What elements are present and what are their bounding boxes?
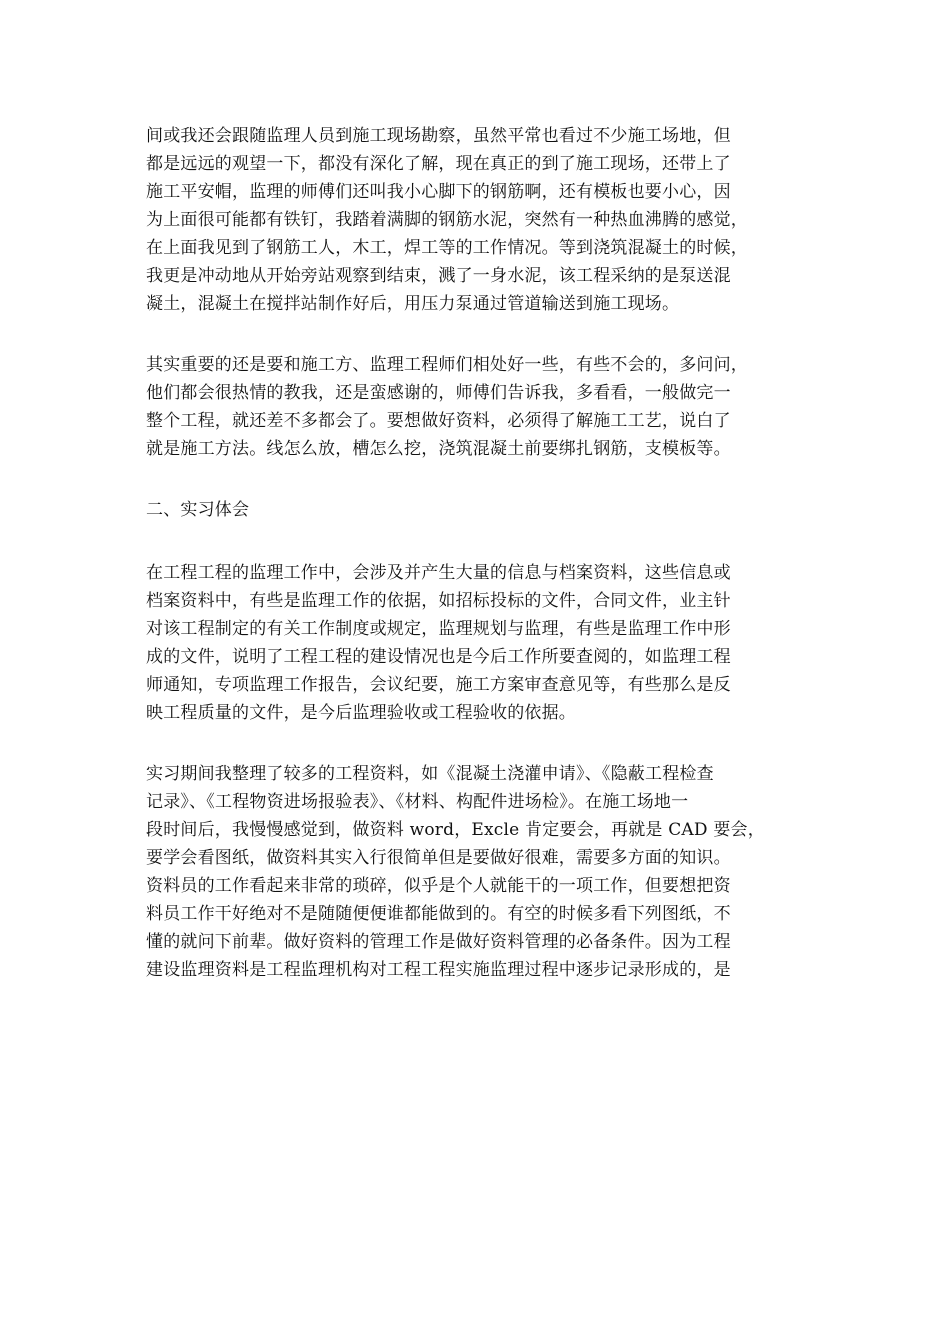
paragraph-relations [146,351,816,463]
text-line: 间或我还会跟随监理人员到施工现场勘察，虽然平常也看过不少施工场地，但 [146,126,731,146]
text-line: 为上面很可能都有铁钉，我踏着满脚的钢筋水泥，突然有一种热血沸腾的感觉， [146,210,748,230]
text-line: 他们都会很热情的教我，还是蛮感谢的，师傅们告诉我，多看看，一般做完一 [146,383,731,403]
text-line: 就是施工方法。线怎么放，槽怎么挖，浇筑混凝土前要绑扎钢筋，支模板等。 [146,439,731,459]
text-line: 凝土，混凝土在搅拌站制作好后，用压力泵通过管道输送到施工现场。 [146,294,680,314]
text-line: 我更是冲动地从开始旁站观察到结束，溅了一身水泥，该工程采纳的是泵送混 [146,266,731,286]
text-line: 建设监理资料是工程监理机构对工程工程实施监理过程中逐步记录形成的，是 [146,960,731,980]
document-body [146,122,816,1017]
paragraph-records [146,559,816,727]
text-line: 懂的就问下前辈。做好资料的管理工作是做好资料管理的必备条件。因为工程 [146,932,731,952]
text-line: 在上面我见到了钢筋工人，木工，焊工等的工作情况。等到浇筑混凝土的时候， [146,238,748,258]
text-line: 档案资料中，有些是监理工作的依据，如招标投标的文件，合同文件，业主针 [146,591,731,611]
section-heading [146,496,816,524]
text-line: 料员工作干好绝对不是随随便便谁都能做到的。有空的时候多看下列图纸，不 [146,904,731,924]
text-line: 成的文件，说明了工程工程的建设情况也是今后工作所要查阅的，如监理工程 [146,647,731,667]
text-line: 师通知，专项监理工作报告，会议纪要，施工方案审查意见等，有些那么是反 [146,675,731,695]
text-line: 施工平安帽，监理的师傅们还叫我小心脚下的钢筋啊，还有模板也要小心，因 [146,182,731,202]
text-line: 整个工程，就还差不多都会了。要想做好资料，必须得了解施工工艺，说白了 [146,411,731,431]
heading-text: 二、实习体会 [146,500,250,520]
text-line: 要学会看图纸，做资料其实入行很简单但是要做好很难，需要多方面的知识。 [146,848,731,868]
text-line: 对该工程制定的有关工作制度或规定，监理规划与监理，有些是监理工作中形 [146,619,731,639]
text-line: 都是远远的观望一下，都没有深化了解，现在真正的到了施工现场，还带上了 [146,154,731,174]
text-line: 资料员的工作看起来非常的琐碎，似乎是个人就能干的一项工作，但要想把资 [146,876,731,896]
text-line: 实习期间我整理了较多的工程资料，如《混凝土浇灌申请》、《隐蔽工程检查 [146,764,714,784]
text-line: 段时间后，我慢慢感觉到，做资料 word，Excle 肯定要会，再就是 CAD 要会， [146,820,765,840]
text-line: 映工程质量的文件，是今后监理验收或工程验收的依据。 [146,703,576,723]
text-line: 在工程工程的监理工作中，会涉及并产生大量的信息与档案资料，这些信息或 [146,563,731,583]
text-line: 记录》、《工程物资进场报验表》、《材料、构配件进场检》。在施工场地一 [146,792,689,812]
paragraph-internship [146,760,816,984]
text-line: 其实重要的还是要和施工方、监理工程师们相处好一些，有些不会的，多问问， [146,355,748,375]
paragraph-site-inspection [146,122,816,318]
